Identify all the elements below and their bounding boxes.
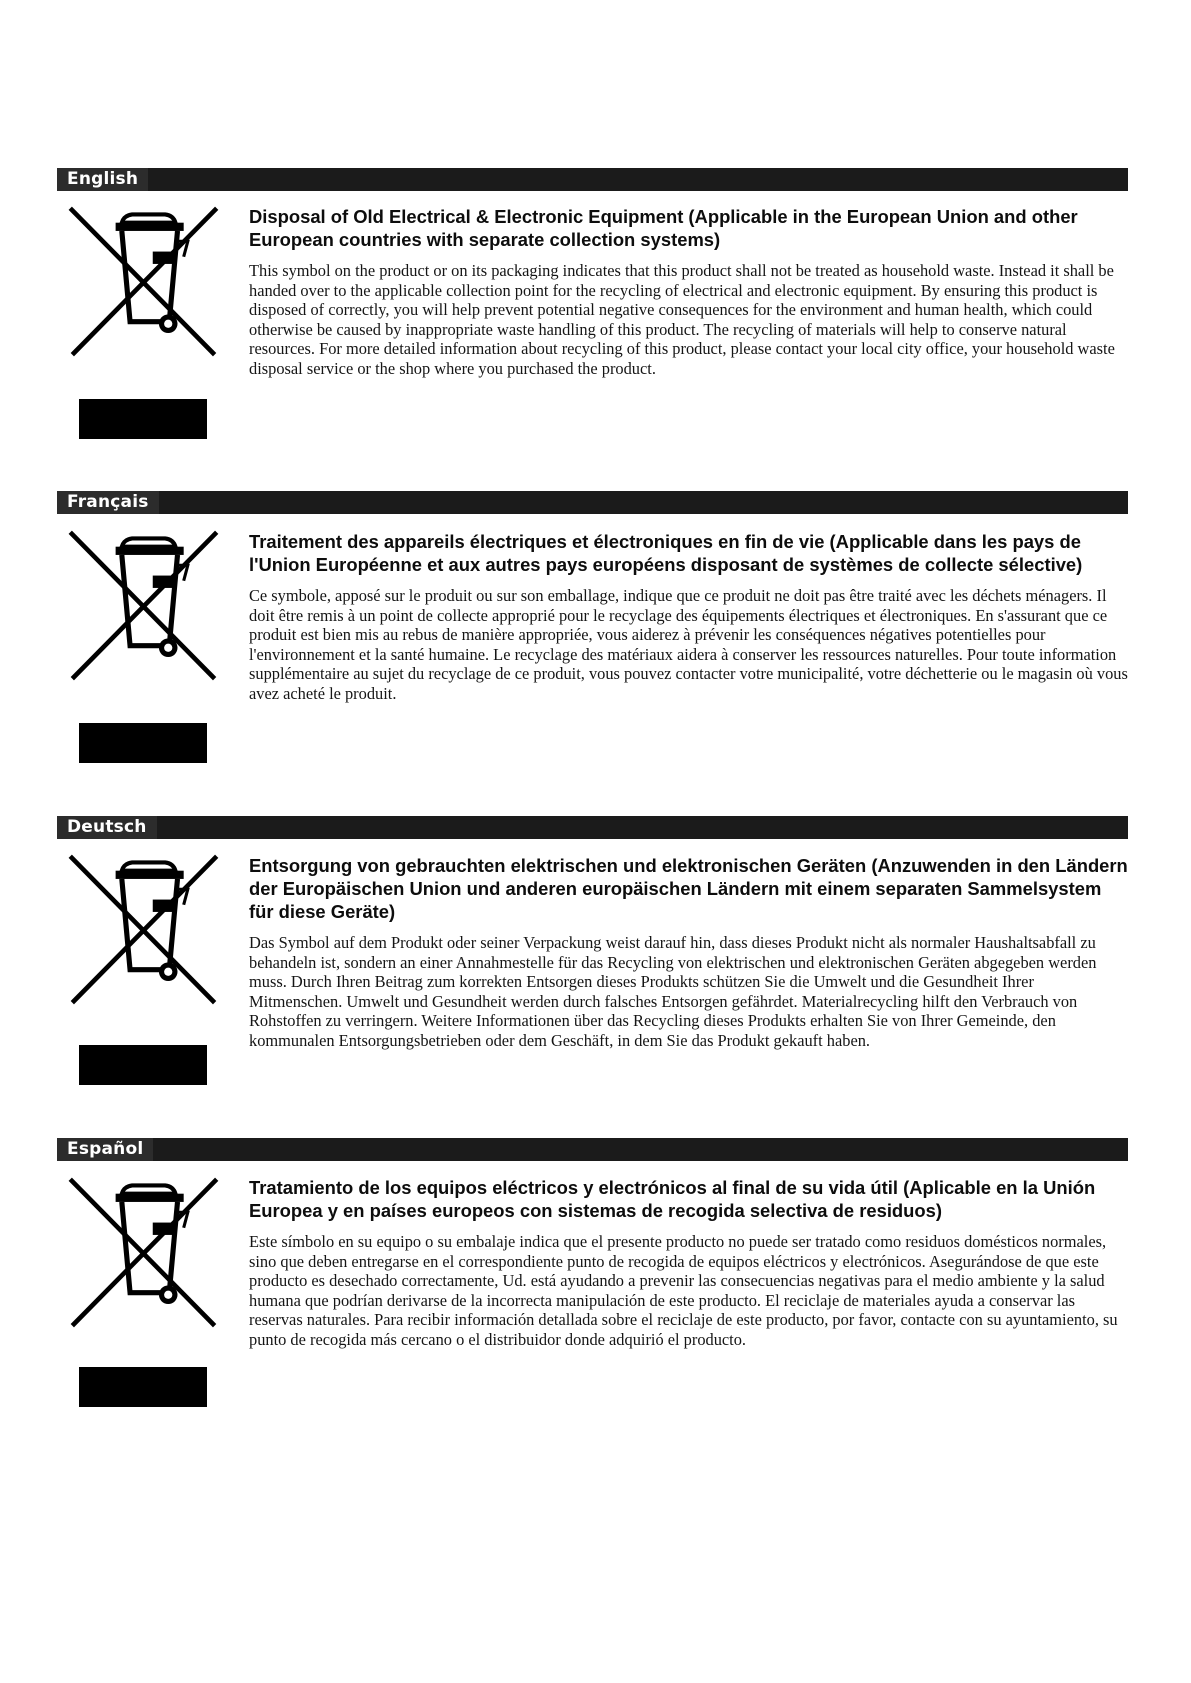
language-header-bar: [57, 816, 1128, 839]
black-bar-marker: [79, 399, 207, 439]
crossed-out-wheeled-bin-icon: [62, 524, 227, 689]
language-label: Español: [57, 1138, 153, 1161]
section-content: [249, 854, 1129, 1051]
section-content: [249, 530, 1129, 704]
black-bar-marker: [79, 1367, 207, 1407]
language-label: English: [57, 168, 148, 191]
section-body: Ce symbole, apposé sur le produit ou sur son emballage, indique que ce produit ne doit pas être traité avec les déchets ménagers. Il doit être remis à un point de collecte approprié pour le recyclage des équipements électriques et électroniques. En s'assurant que ce produit est bien mis au rebus de manière appropriée, vous aiderez à prévenir les conséquences négatives potentielles pour l'environnement et la santé humaine. Le recyclage des matériaux aidera à conserver les ressources naturelles. Pour toute information supplémentaire au sujet du recyclage de ce produit, vous pouvez contacter votre municipalité, votre déchetterie ou le magasin où vous avez acheté le produit.: [249, 586, 1128, 703]
section-body: Das Symbol auf dem Produkt oder seiner Verpackung weist darauf hin, dass dieses Produkt nicht als normaler Haushaltsabfall zu behandeln ist, sondern an einer Annahmestelle für das Recycling von elektrischen und elektronischen Geräten abgegeben werden muss. Durch Ihren Beitrag zum korrekten Entsorgen dieses Produkts schützen Sie die Umwelt und die Gesundheit Ihrer Mitmenschen. Umwelt und Gesundheit werden durch falsches Entsorgen gefährdet. Materialrecycling hilft den Verbrauch von Rohstoffen zu verringern. Weitere Informationen über das Recycling dieses Produkts erhalten Sie von Ihrer Gemeinde, den kommunalen Entsorgungsbetrieben oder dem Geschäft, in dem Sie das Produkt gekauft haben.: [249, 933, 1097, 1050]
section-content: [249, 205, 1129, 379]
crossed-out-wheeled-bin-icon: [62, 848, 227, 1013]
section-heading: Entsorgung von gebrauchten elektrischen und elektronischen Geräten (Anzuwenden in den Ländern der Europäischen Union und anderen europäischen Ländern mit einem separaten Sammelsystem für diese Geräte): [249, 855, 1128, 922]
language-label: Français: [57, 491, 159, 514]
language-header-bar: [57, 491, 1128, 514]
black-bar-marker: [79, 1045, 207, 1085]
section-heading: Disposal of Old Electrical & Electronic Equipment (Applicable in the European Union and other European countries with separate collection systems): [249, 206, 1078, 250]
crossed-out-wheeled-bin-icon: [62, 1171, 227, 1336]
crossed-out-wheeled-bin-icon: [62, 200, 227, 365]
language-label: Deutsch: [57, 816, 157, 839]
language-header-bar: [57, 1138, 1128, 1161]
section-heading: Tratamiento de los equipos eléctricos y electrónicos al final de su vida útil (Aplicable en la Unión Europea y en países europeos con sistemas de recogida selectiva de residuos): [249, 1177, 1096, 1221]
section-body: This symbol on the product or on its packaging indicates that this product shall not be treated as household waste. Instead it shall be handed over to the applicable collection point for the recycling of electrical and electronic equipment. By ensuring this product is disposed of correctly, you will help prevent potential negative consequences for the environment and human health, which could otherwise be caused by inappropriate waste handling of this product. The recycling of materials will help to conserve natural resources. For more detailed information about recycling of this product, please contact your local city office, your household waste disposal service or the shop where you purchased the product.: [249, 261, 1115, 378]
section-heading: Traitement des appareils électriques et électroniques en fin de vie (Applicable dans les pays de l'Union Européenne et aux autres pays européens disposant de systèmes de collecte sélective): [249, 531, 1083, 575]
section-body: Este símbolo en su equipo o su embalaje indica que el presente producto no puede ser tratado como residuos domésticos normales, sino que deben entregarse en el correspondiente punto de recogida de equipos eléctricos y electrónicos. Asegurándose de que este producto es desechado correctamente, Ud. está ayudando a prevenir las consecuencias negativas para el medio ambiente y la salud humana que podrían derivarse de la incorrecta manipulación de este producto. El reciclaje de materiales ayuda a conservar las reservas naturales. Para recibir información detallada sobre el reciclaje de este producto, por favor, contacte con su ayuntamiento, su punto de recogida más cercano o el distribuidor donde adquirió el producto.: [249, 1232, 1118, 1349]
black-bar-marker: [79, 723, 207, 763]
language-header-bar: [57, 168, 1128, 191]
section-content: [249, 1176, 1129, 1350]
